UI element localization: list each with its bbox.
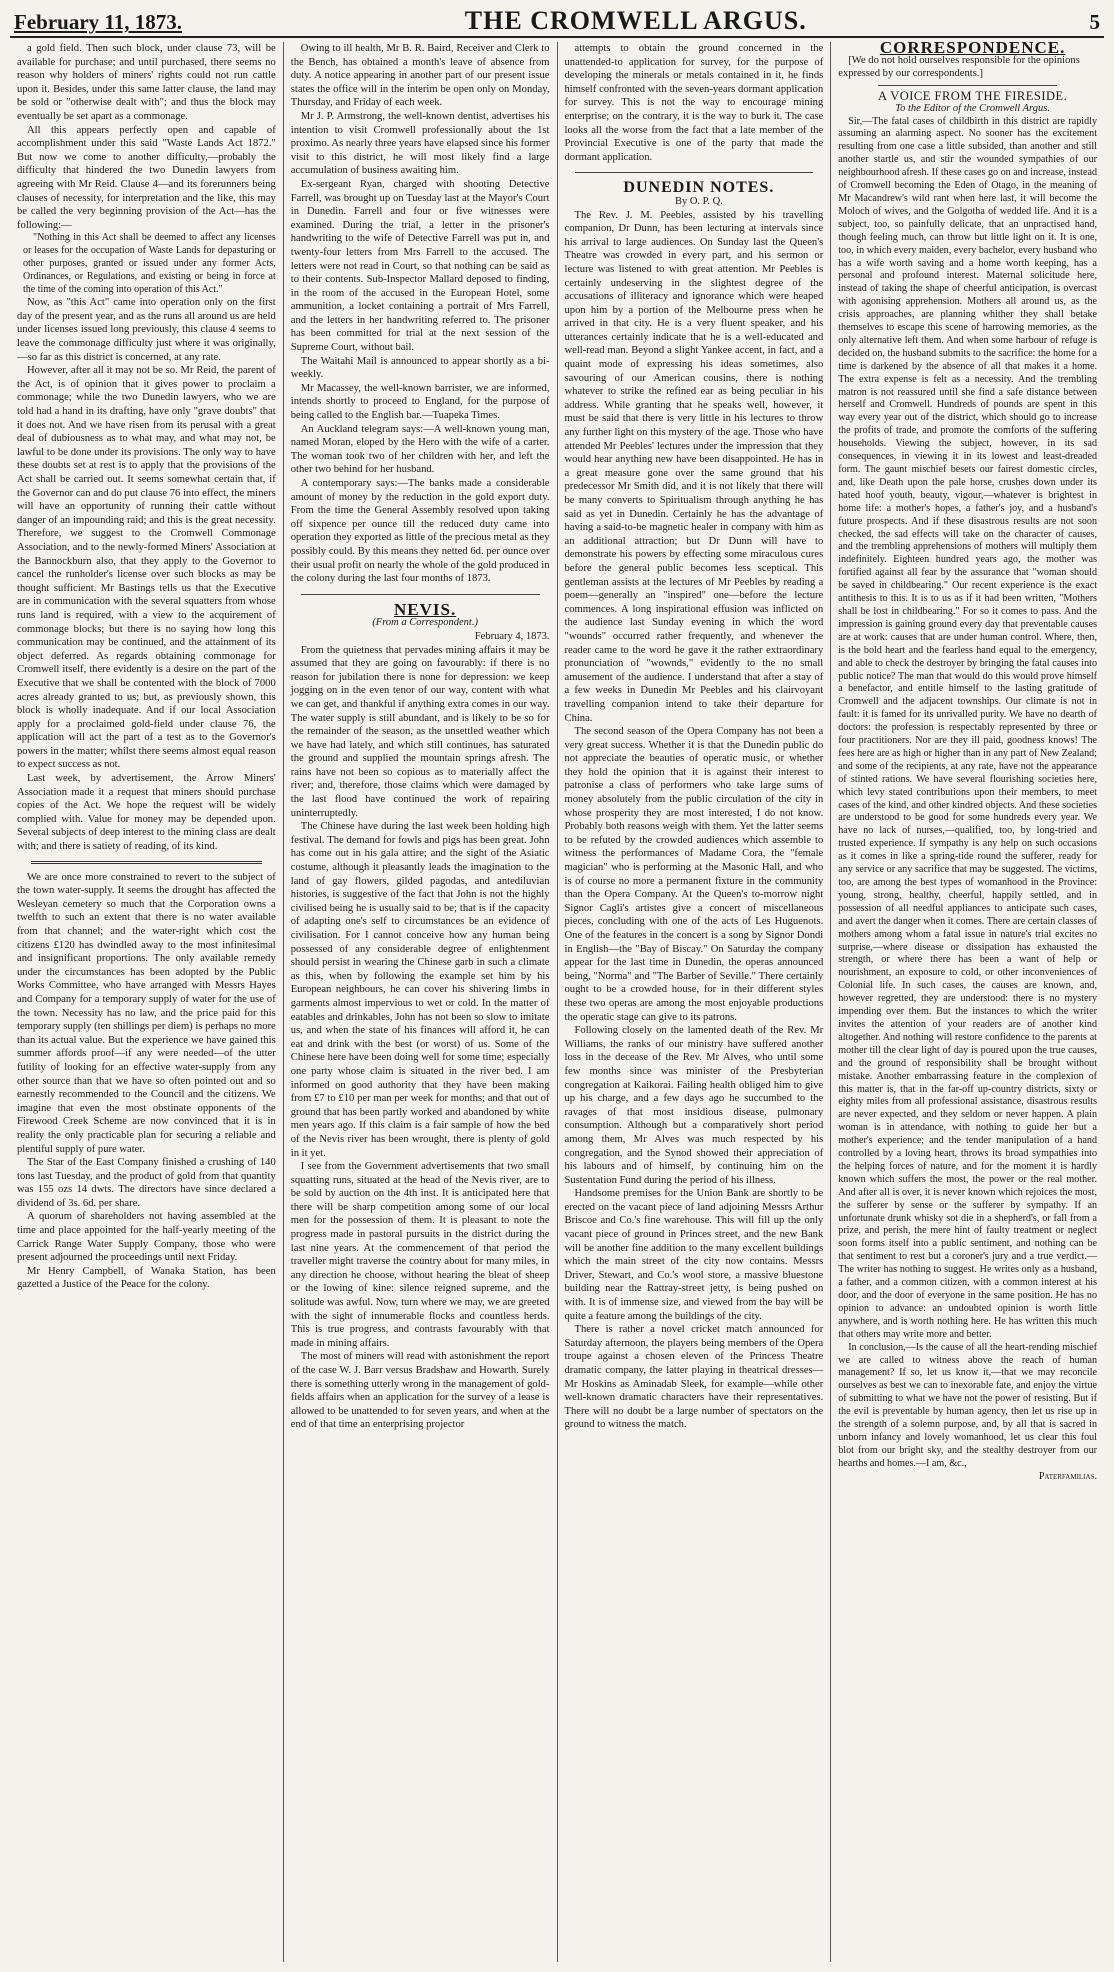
paragraph: Owing to ill health, Mr B. R. Baird, Receiver and Clerk to the Bench, has obtained a month's leave of absence from duty. A notice appearing in another part of our present issue states the office will in the interim be open only on Monday, Thursday, and Friday of each week. — [290, 43, 550, 109]
paragraph: However, after all it may not be so. Mr Reid, the parent of the Act, is of opinion that it gives power to proclaim a commonage; while the two Dunedin lawyers, who we are told had a hand in its drafting, have only "grave doubts" that it does not. And we have risen from its perusal with a great deal of dubiousness as to what may, and what may not, be lawful to be done under its provisions. The only way to have these doubts set at rest is to apply that the provisions of the Act shall be carried out. It seems somewhat certain that, if the Governor can and do put clause 76 into effect, the miners will have an opportunity of running their cattle without danger of an impounding raid; and this is the great necessity. Therefore, we suggest to the Cromwell Commonage Association, and to the newly-formed Miners' Association at the Bannockburn also, that they apply to the Governor to cancel the runholder's license over such blocks as may be thought sufficient. Mr Bastings tells us that the Executive are in communication with the several squatters from whose runs land is required, with a view to the acquirement of commonage blocks; but there is no saying how long this communication may be continued, and the attainment of its object deferred. As regards obtaining commonage for Cromwell itself, there evidently is a desire on the part of the Executive that we shall be contented with the block of 7000 acres already granted to us; but, as previously shown, this block is wholly inadequate. And if our local Association apply for a proclaimed gold-field under clause 76, the application will act the part of a test as to the Governor's powers in the matter; whilst there seems almost equal reason to expect success as not. — [17, 365, 276, 771]
paragraph: We are once more constrained to revert to the subject of the town water-supply. It seems the drought has affected the Wesleyan cemetery so much that the Corporation owns a twelfth to such an extent that there is no water available from that channel; and the water-right which cost the citizens £120 has dwindled away to the most infinitesimal and insignificant proportions. The only available remedy under the circumstances has been adopted by the Public Works Committee, who have arranged with Messrs Hayes and Company for a temporary supply of water for the use of the town. Necessity has no law, and the price paid for this temporary supply (ten shillings per diem) is perhaps no more than its actual value. But the experience we have gained this summer affords proof—if any were needed—of the utter futility of looking for an effective water-supply from any other source than that we have so often pointed out and so earnestly recommended to the Council and the citizens. We imagine that even the most obstinate opponents of the Firewood Creek Scheme are now convinced that it is in reality the only practicable plan for securing a reliable and plentiful supply of pure water. — [17, 871, 276, 1155]
paragraph: The Waitahi Mail is announced to appear shortly as a bi-weekly. — [290, 355, 550, 381]
masthead — [10, 6, 1104, 38]
section-divider — [575, 172, 814, 173]
paragraph: Following closely on the lamented death of the Rev. Mr Williams, the ranks of our ministry have suffered another loss in the decease of the Rev. Mr Alves, who until some few months since was minister of the Presbyterian congregation at Kaikorai. Failing health obliged him to give up his charge, and a few days ago he succumbed to the ravages of that most insidious disease, pulmonary consumption. Although but a comparatively short period among them, Mr Alves was much respected by his congregation, and the Synod showed their appreciation of his labours and of himself, by continuing him on the Sustentation Fund during the period of his illness. — [564, 1025, 824, 1186]
column-4 — [831, 42, 1104, 1962]
paragraph: From the quietness that pervades mining affairs it may be assumed that they are going on favourably: if there is no reason for jubilation there is none for depression: we keep jogging on in the even tenor of our way, content with what we can get, and thankful if anything extra comes in our way. The water supply is still abundant, and is likely to be so for the remainder of the season, as the unsettled weather which we have had lately, and which still continues, has saturated the ground and supplied the mountain springs afresh. The rains have not been so copious as to materially affect the river; and, therefore, those claims which were damaged by the last flood have continued the work of repairing uninterruptedly. — [290, 644, 550, 819]
quoted-clause: "Nothing in this Act shall be deemed to affect any licenses or leases for the occupation of Waste Lands for depasturing or other purposes, granted or issued under any former Acts, Ordinances, or Regulations, and existing or being in force at the time of the coming into operation of this Act." — [23, 232, 276, 295]
paragraph: The second season of the Opera Company has not been a very great success. Whether it is that the Dunedin public do not appreciate the beauties of operatic music, or whether they hold the opinion that it is against their interest to patronise a class of performers who take large sums of money absolutely from the public circulation of the city in whose prosperity they are most interested, I do not know. Probably both reasons weigh with them. Yet the latter seems to be refuted by the crowded audiences which assemble to witness the performances of Madame Cora, the "female magician" who is performing at the Masonic Hall, and who is of course no more a permanent fixture in the community than the Opera Company. At the Queen's to-morrow night Signor Cagli's artistes give a concert of miscellaneous pieces, concluding with one of the acts of Les Huguenots. One of the features in the concert is a song by Signor Dondi in English—the "Bay of Biscay." On Saturday the company appear for the last time in Dunedin, the operas announced being, "Norma" and "The Barber of Seville." There certainly ought to be a crowded house, for in their different styles these two operas are among the most enjoyable productions the operatic stage can give to its patrons. — [564, 726, 824, 1023]
column-2 — [284, 42, 558, 1962]
paragraph: The Star of the East Company finished a crushing of 140 tons last Tuesday, and the product of gold from that quantity was 155 ozs 14 dwts. The directors have since declared a dividend of 3s. 6d. per share. — [17, 1157, 276, 1209]
paragraph: Mr Macassey, the well-known barrister, we are informed, intends shortly to proceed to England, for the purpose of being called to the English bar.—Tuapeka Times. — [290, 382, 550, 422]
paragraph: Ex-sergeant Ryan, charged with shooting Detective Farrell, was brought up on Tuesday last at the Mayor's Court in Dunedin. Farrell and four or five witnesses were examined. During the trial, a letter in the prisoner's handwriting to the wife of Detective Farrell was put in, and twenty-four letters from Mrs Farrell to the accused. The letters were not read in Court, so that nothing can be said as to their contents. Sub-Inspector Mallard deposed to finding, in the room of the accused in the European Hotel, some ammunition, a locket containing a portrait of Mrs Farrell, and the letters in her handwriting referred to. The prisoner has been committed for trial at the next session of the Supreme Court, without bail. — [290, 178, 550, 354]
paragraph: Last week, by advertisement, the Arrow Miners' Association made it a request that miners should purchase copies of the Act. We hope the request will be widely complied with. Value for money may be depended upon. Several subjects of deep interest to the mining class are dealt with; and there is satiety of reading, of its kind. — [17, 773, 276, 853]
letter-heading: A VOICE FROM THE FIRESIDE. — [877, 88, 1068, 103]
section-divider — [301, 594, 540, 595]
issue-date: February 11, 1873. — [14, 10, 182, 34]
columns — [10, 42, 1104, 1962]
editorial-note: [We do not hold ourselves responsible for the opinions expressed by our correspondents.] — [838, 54, 1080, 79]
column-1 — [10, 42, 284, 1962]
paragraph: There is rather a novel cricket match announced for Saturday afternoon, the players being members of the Opera troupe against a chosen eleven of the Princess Theatre dramatic company, the latter playing in theatrical dresses—Mr Hoskins as Aminadab Sleek, for example—while other well-known dramatic characters have their representatives. There will no doubt be a large number of spectators on the ground to witness the match. — [564, 1324, 824, 1431]
dunedin-notes-byline: By O. P. Q. — [674, 195, 723, 207]
page-number: 5 — [1089, 10, 1100, 34]
section-divider — [878, 85, 1057, 86]
column-3 — [558, 42, 832, 1962]
paragraph: An Auckland telegram says:—A well-known young man, named Moran, eloped by the Hero with the wife of a carter. The woman took two of her children with her, and left the other two behind for her husband. — [290, 423, 550, 476]
paragraph: attempts to obtain the ground concerned in the unattended-to application for survey, for the purpose of developing the minerals or metals contained in it, he finds himself confronted with the seven-years dormant application for survey. This is not the way to encourage mining enterprise; on the contrary, it is the way to burk it. The case looks all the worse from the fact that a late member of the Provincial Executive is one of the party that made the dormant application. — [564, 43, 824, 163]
paragraph: Mr Henry Campbell, of Wanaka Station, has been gazetted a Justice of the Peace for the colony. — [17, 1265, 276, 1291]
paragraph: Now, as "this Act" came into operation only on the first day of the present year, and as the runs all around us are held under licenses issued long previously, this clause 4 seems to leave the commonage difficulty just where it was originally,—so far as this district is concerned, at any rate. — [17, 297, 276, 363]
paragraph: a gold field. Then such block, under clause 73, will be available for purchase; and until purchased, there seems no reason why holders of miners' rights could not run cattle upon it. Besides, under this same latter clause, the land may be sold or "otherwise dealt with"; and thus the block may eventually be set apart as a commonage. — [17, 43, 276, 122]
nevis-subheading: (From a Correspondent.) — [372, 617, 478, 629]
correspondence-heading: CORRESPONDENCE. — [879, 42, 1066, 57]
paragraph: The most of miners will read with astonishment the report of the case W. J. Barr versus Bradshaw and Howarth. Surely there is something utterly wrong in the management of gold-fields affairs when an application for the survey of a lease is allowed to be unattended to for seven years, and when at the end of that time an enterprising projector — [290, 1351, 550, 1431]
section-divider — [31, 861, 262, 864]
nevis-dateline: February 4, 1873. — [474, 630, 550, 642]
paragraph: All this appears perfectly open and capable of accomplishment under this said "Waste Lands Act 1872." But now we come to another difficulty,—probably the difficulty that hindered the two Dunedin lawyers from agreeing with Mr Reid. Clause 4—and its forerunners being clauses of necessity, for interpretation and the like, this may be called the very beginning provision of the Act—has the following:— — [17, 124, 276, 231]
paragraph: The Chinese have during the last week been holding high festival. The demand for fowls and pigs has been great. John has come out in his gala attire; and the sight of the Asiatic costume, although it pleasantly leads the imagination to the land of gay flowers, gilded pagodas, and antediluvian histories, is suggestive of the fact that John is not the highly civilised being he is usually said to be; that is if the capacity of adapting one's self to circumstances be an evidence of civilisation. For I cannot conceive how any human being possessed of any considerable degree of enlightenment should persist in wearing the Chinese garb in such a climate as this, when by following the example set him by his European neighbours, he can cover his shivering limbs in garments almost impervious to wet or cold. In the matter of eatables and drinkables, John has not been so slow to imitate us, and when the state of his finances will afford it, he can eat and drink with the best (or worst) of us. Some of the Chinese here have been doing well for some time; especially one party whose claim is situated in the river bed. I am informed on good authority that they have been making from £7 to £10 per man per week for months; and that out of ground that has been partly worked and abandoned by white men years ago. If this claim is a fair sample of how the bed of the Nevis river has been wrought, there is plenty of gold in it yet. — [290, 821, 550, 1159]
paragraph: A quorum of shareholders not having assembled at the time and place appointed for the half-yearly meeting of the Carrick Range Water Supply Company, those who were present adjourned the proceedings until next Friday. — [17, 1211, 276, 1264]
letter-signature: Paterfamilias. — [1038, 1470, 1097, 1482]
paragraph: A contemporary says:—The banks made a considerable amount of money by the reduction in the gold export duty. From the time the General Assembly resolved upon taking off sixpence per ounce till the reduced duty came into operation they exported as little of the precious metal as they possibly could. By this means they netted 6d. per ounce over their usual profit on nearly the whole of the gold produced in the colony during the last four months of 1873. — [290, 478, 550, 585]
nevis-heading: NEVIS. — [394, 599, 457, 619]
letter-address: To the Editor of the Cromwell Argus. — [895, 102, 1050, 114]
paragraph: Handsome premises for the Union Bank are shortly to be erected on the vacant piece of land adjoining Messrs Arthur Briscoe and Co.'s fine warehouse. This will fill up the only vacant piece of ground in Princes street, and the new Bank will be another fine addition to the many excellent buildings which the main street of the city now contains. Messrs Driver, Stewart, and Co.'s wool store, a massive bluestone building near the Rattray-street jetty, is being pushed on with. It is of immense size, and viewed from the bay will be quite a feature among the buildings of the city. — [564, 1188, 824, 1322]
paragraph: In conclusion,—Is the cause of all the heart-rending mischief we are called to witness above the reach of human management? If so, let us know it,—that we may reconcile ourselves as best we can to inexorable fate, and enjoy the virtue of submitting to what we have not the power of resisting. But if the evil is preventable by human agency, then let us rise up in the strength of a solemn purpose, and, by all that is sacred in unborn infancy and lovely womanhood, let us clear this foul blot from our bright sky, and the stealthy destroyer from our hearths and homes.—I am, &c., — [838, 1341, 1097, 1469]
paragraph: I see from the Government advertisements that two small squatting runs, situated at the head of the Nevis river, are to be sold by auction on the 4th inst. It is anticipated here that there will be sharp competition among some of our local men for the possession of them. It is pleasant to note the progress made in pastoral pursuits in the district during the last nine years. At the commencement of that period the traveller might traverse the country about for many miles, in any direction he choose, without hearing the bleat of sheep or the lowing of kine: silence reigned supreme, and the solitude was awful. Now, turn where we may, we are greeted with the sight of innumerable flocks and countless herds. This is true progress, and contrasts favourably with that made in mining affairs. — [290, 1161, 550, 1349]
newspaper-title: THE CROMWELL ARGUS. — [464, 6, 807, 35]
paragraph: Mr J. P. Armstrong, the well-known dentist, advertises his intention to visit Cromwell professionally about the 1st proximo. As nearly three years have elapsed since his former visit to this district, he will most likely find a large accumulation of business awaiting him. — [290, 110, 550, 177]
paragraph: Sir,—The fatal cases of childbirth in this district are rapidly assuming an alarming aspect. No sooner has the excitement resulting from one case a little subsided, than another and still another startle us, and stir the wounded sympathies of our neighbourhood afresh. If these cases go on and increase, instead of Cromwell becoming the Eden of Otago, in the meaning of Mr Macandrew's wild rant when here last, it will become the Moloch of wives, and the Golgotha of wedded life. And it is a subject, too, so painfully delicate, that an unpractised hand, though feeling much, can throw but little light on it. It is one, too, in which every maiden, every bachelor, every husband who has a wife worth saving and a home worth keeping, has a personal and profound interest. Maternal solicitude here, instead of taking the shape of cheerful anticipation, is overcast with agonising apprehension. Mothers all around us, as the crisis approaches, are planning whither they shall betake themselves to escape this scene of harrowing memories, as the only alternative left them. And when some harbour of refuge is decided on, the husband submits to the sacrifice: the home for a time is darkened by the absence of all that makes it a home. The extra expense is felt as a necessity. And the trembling matron is not reassured until she find a safe distance between herself and Cromwell. Hundreds of pounds are spent in this way every year out of the district, which should go to increase the profits of trade, and promote the comforts of the suffering households. Viewing the subject, however, in its sad consequences, in viewing it in its lowest and least-dreaded form. The gaunt mischief besets our fairest domestic circles, and, like Death upon the pale horse, crushes down under its hated hoof youth, beauty, vigour,—whatever is brightest in home life: a mother's hopes, a father's joy, and a husband's future prospects. And if these disastrous results are not soon checked, the sad effects will take on the character of causes, and the trembling apprehensions of mothers will multiply them indefinitely. Eighteen hundred years ago, the mother was fortified against all fear by the assurance that "woman should be saved in childbearing." Our recent experience is the exact antithesis to this. It is to us as if it had been written, "Mothers shall be lost in childbearing." For so it comes to pass. And the impression is gaining ground every day that preventable causes are at work: causes that are under human control. Where, then, is the bold heart and the fearless hand equal to the emergency, and able to check the destroyer by bringing the fatal causes into public notice? The man that would do this would prove himself a benefactor, and entitle himself to the lasting gratitude of Cromwell and the adjacent townships. Our climate is not in fault: it is famed for its unrivalled purity. We have no dearth of doctors: the profession is respectably represented by three or four practitioners. Nor are they ill paid, goodness knows! The fees here are as high or higher than in any part of New Zealand; and some of the recipients, at any rate, have not the appearance of stinted rations. We have several flourishing societies here, which levy stated contributions upon their members, to meet cases of the kind, and other kindred objects. And these societies are understood to be good for some hundreds every year. We have no lack of nurses,—qualified, too, by long-tried and trusted experience. If sympathy is any help on such occasions as it comes in like a spring-tide round the sufferer, ready for any service or any sacrifice that may be suggested. The victims, too, are among the best types of womanhood in the Province: young, strong, healthy, cheerful, happily settled, and in possession of all needful appliances to anticipate such cases, and avert the danger when it comes. There are certain classes of mothers among whom a fatal issue in nature's trial excites no surprise,—where disease or dissipation has exhausted the strength, or where there has been a want of help or nourishment, an exposure to cold, or other inconveniences of Colonial life. In such cases, the causes are known, and, however regretted, they are understood: there is no mystery impending over them. But the instances to which the writer invites the attention of your readers are of another kind altogether. And nothing will restore confidence to the parents at mother till the clear light of day is poured upon the true causes, and the ground of responsibility shall be brought without mistake. Another embarrassing feature in the complexion of this matter is, that in the far-off up-country districts, sixty or eighty miles from all professional assistance, disastrous results are never expected, and they seldom or never happen. A plain woman is in attendance, with nothing to guide her but a mother's experience; and the tender manipulation of a hand controlled by a loving heart, throws its broad sympathies into the helping forces of nature, and for the moment it is hardly known which suffers the most, the power or the real mother. And after all is over, it is never known which rejoices the most, the sufferer by sense or the sufferer by sympathy. If an unfortunate drunk whisky sot die in a shepherd's, or fall from a prize, and perish, the mere hint of faulty treatment or neglect soon forms itself into a public sentiment, and nothing can be that sentiment to rest but a coroner's jury and a true verdict.—The writer has nothing to suggest. He writes only as a husband, a father, and a common citizen, with a common interest at his door, and the door of everyone in the same position. He has no opinion to advance: an undoubted opinion is worth little anywhere, and is worth nothing here. He has written this much that others may write more and better. — [838, 115, 1097, 1340]
dunedin-notes-heading: DUNEDIN NOTES. — [623, 179, 775, 197]
paragraph: The Rev. J. M. Peebles, assisted by his travelling companion, Dr Dunn, has been lecturing at intervals since his arrival to large audiences. On Sunday last the Queen's Theatre was crowded in every part, and his sermon or lecture was listened to with great attention. Mr Peebles is certainly undeserving in the slightest degree of the accusations of illiteracy and ignorance which were heaped upon him by a portion of the Melbourne press when he arrived in that city. He is a very fluent speaker, and his utterances certainly indicate that he is a well-educated and well-read man. Beyond a slight Yankee accent, in fact, and a quaint mode of expressing his ideas sometimes, also savouring of our American cousins, there is nothing whatever to strike the refined ear as being peculiar in his address. While granting that he speaks well, however, it must be said that there is very little in his lectures to throw any further light on this mystery of the age. Those who have attended Mr Peebles' lectures under the impression that they would hear anything new have been disappointed. He has in a great measure gone over the same ground that his predecessor Mr Smith did, and it is not likely that there will be many converts to Spiritualism through anything he has said as yet in Dunedin. Certainly he has the advantage of having a said-to-be magnetic healer in company with him as an additional attraction; but Dr Dunn will have to demonstrate his powers by effecting some miraculous cures before the general public becomes less sceptical. This gentleman assists at the lectures of Mr Peebles by reading a poem—generally an "inspired" one—before the lecture commences. A long inspirational effusion was inflicted on the audience last Sunday evening in which the word "wounds" occurred rather frequently, and whenever the reader came to the word he gave it the rather extraordinary pronunciation of "wownds," evidently to the no small amusement of the audience. I understand that after a stay of a few weeks in Dunedin Mr Peebles and his clairvoyant travelling companion intend to take their departure for China. — [564, 209, 824, 724]
